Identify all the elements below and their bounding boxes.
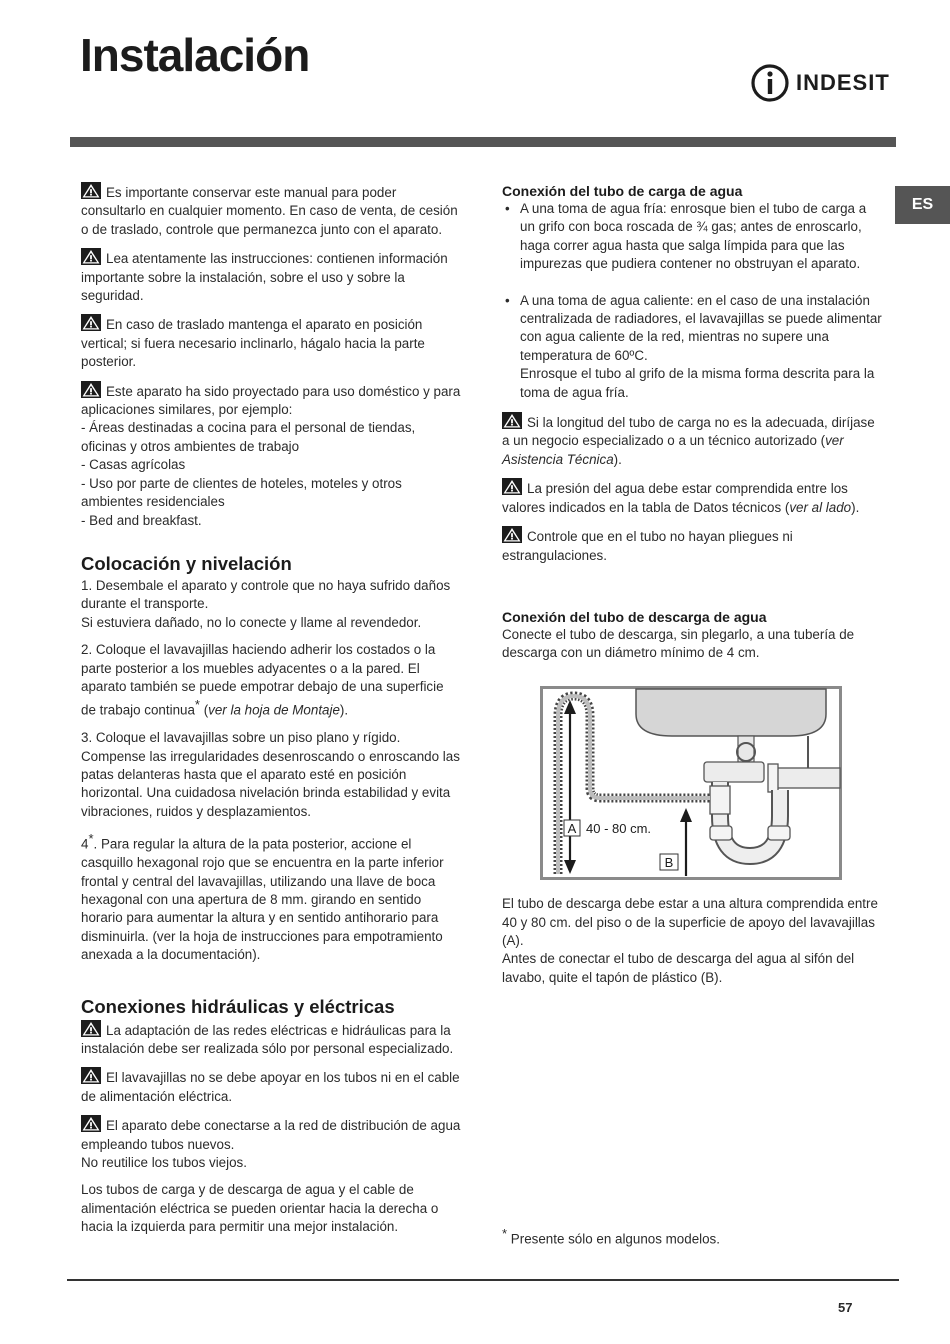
diagram-height-range: 40 - 80 cm. <box>586 820 652 836</box>
page-number: 57 <box>838 1300 853 1315</box>
diagram-label-a: A <box>567 820 577 836</box>
drain-height-text: El tubo de descarga debe estar a una altura comprendida entre 40 y 80 cm. del piso o de la superficie de apoyo del lavavajillas (A). Antes de conectar el tubo de descarga del agua al sifón del lavabo, quite el tapón de plástico (B). <box>502 896 878 985</box>
warning-icon <box>81 381 101 398</box>
warning-no-kinks: Controle que en el tubo no hayan pliegues ni estrangulaciones. <box>502 526 884 565</box>
section-heading-placement: Colocación y nivelación <box>81 552 292 574</box>
warning-keep-manual: Es importante conservar este manual para poder consultarlo en cualquier momento. En caso de venta, de cesión o de traslado, controle que permanezca junto con el aparato. <box>81 182 461 239</box>
right-column <box>502 182 884 996</box>
warning-icon <box>81 1067 101 1084</box>
subheading-inlet-hose: Conexión del tubo de carga de agua <box>502 183 743 199</box>
placement-step-4: 4*. Para regular la altura de la pata posterior, accione el casquillo hexagonal rojo que se encuentra en la parte inferior frontal y central del lavavajillas, utilizando una llave de boca hexagonal con una apertura de 8 mm. girando en sentido horario para aumentar la altura y en sentido antihorario para disminuirla. (ver la hoja de instrucciones para empotramiento anexada a la documentación). <box>81 831 444 963</box>
warning-hose-length: Si la longitud del tubo de carga no es la adecuada, diríjase a un negocio especializado o a un técnico autorizado (ver Asistencia Técnica). <box>502 412 884 469</box>
footnote: * Presente sólo en algunos modelos. <box>502 1226 720 1247</box>
warning-specialized-staff: La adaptación de las redes eléctricas e hidráulicas para la instalación debe ser realizada sólo por personal especializado. <box>81 1020 461 1059</box>
placement-step-3: 3. Coloque el lavavajillas sobre un piso plano y rígido. Compense las irregularidades desenroscando o enroscando las patas delanteras hasta que el aparato esté en posición horizontal. Una cuidadosa nivelación brinda estabilidad y evita vibraciones, ruidos y desplazamientos. <box>81 730 460 819</box>
warning-domestic-use: Este aparato ha sido proyectado para uso doméstico y para aplicaciones similares, por ejemplo: - Áreas destinadas a cocina para el personal de tiendas, oficinas y otros ambientes de trabajo - Casas agrícolas - Uso por parte de clientes de hoteles, moteles y otros ambientes residenciales - Bed and breakfast. <box>81 381 461 530</box>
warning-icon <box>81 182 101 199</box>
warning-icon <box>81 248 101 265</box>
brand-logo <box>750 60 900 106</box>
warning-new-tubes: El aparato debe conectarse a la red de distribución de agua empleando tubos nuevos. No reutilice los tubos viejos. <box>81 1115 461 1172</box>
inlet-bullet-list <box>502 200 884 402</box>
header-bar <box>70 137 896 147</box>
warning-icon <box>81 1020 101 1037</box>
drain-hose-diagram <box>540 686 842 880</box>
diagram-label-b: B <box>664 854 674 870</box>
warning-icon <box>502 526 522 543</box>
page-title: Instalación <box>80 29 310 81</box>
warning-icon <box>502 478 522 495</box>
section-heading-connections: Conexiones hidráulicas y eléctricas <box>81 995 395 1017</box>
connections-orientation-text: Los tubos de carga y de descarga de agua y el cable de alimentación eléctrica se pueden orientar hacia la derecha o hacia la izquierda para permitir una mejor instalación. <box>81 1182 439 1235</box>
list-item: • A una toma de agua fría: enrosque bien el tubo de carga a un grifo con boca roscada de ¾ gas; antes de enroscarlo, haga correr agua hasta que salga límpida para que las impurezas que pudiera contener no obstruyan el aparato. <box>502 200 884 274</box>
warning-icon <box>81 1115 101 1132</box>
language-tab: ES <box>895 186 950 224</box>
warning-water-pressure: La presión del agua debe estar comprendida entre los valores indicados en la tabla de Datos técnicos (ver al lado). <box>502 478 884 517</box>
footer-divider <box>67 1279 899 1281</box>
warning-icon <box>502 412 522 429</box>
warning-transport: En caso de traslado mantenga el aparato en posición vertical; si fuera necesario inclinarlo, hágalo hacia la parte posterior. <box>81 314 461 371</box>
list-item: • A una toma de agua caliente: en el caso de una instalación centralizada de radiadores, el lavavajillas se puede alimentar con agua caliente de la red, mientras no supere una temperatura de 60ºC. Enrosque el tubo al grifo de la misma forma descrita para la toma de agua fría. <box>502 292 884 402</box>
warning-icon <box>81 314 101 331</box>
warning-no-support-on-tubes: El lavavajillas no se debe apoyar en los tubos ni en el cable de alimentación eléctrica. <box>81 1067 461 1106</box>
left-column <box>81 182 461 1246</box>
brand-logo-icon <box>750 62 790 104</box>
warning-read-instructions: Lea atentamente las instrucciones: contienen información importante sobre la instalación, sobre el uso y sobre la seguridad. <box>81 248 461 305</box>
brand-name: INDESIT <box>796 70 890 95</box>
placement-step-2: 2. Coloque el lavavajillas haciendo adherir los costados o la parte posterior a los muebles adyacentes o a la pared. El aparato también se puede empotrar debajo de una superficie de trabajo continua* (ver la hoja de Montaje). <box>81 642 444 718</box>
placement-step-1: 1. Desembale el aparato y controle que no haya sufrido daños durante el transporte. Si estuviera dañado, no lo conecte y llame al revendedor. <box>81 577 451 630</box>
drain-intro-text: Conecte el tubo de descarga, sin plegarlo, a una tubería de descarga con un diámetro mínimo de 4 cm. <box>502 626 855 661</box>
subheading-drain-hose: Conexión del tubo de descarga de agua <box>502 608 767 625</box>
